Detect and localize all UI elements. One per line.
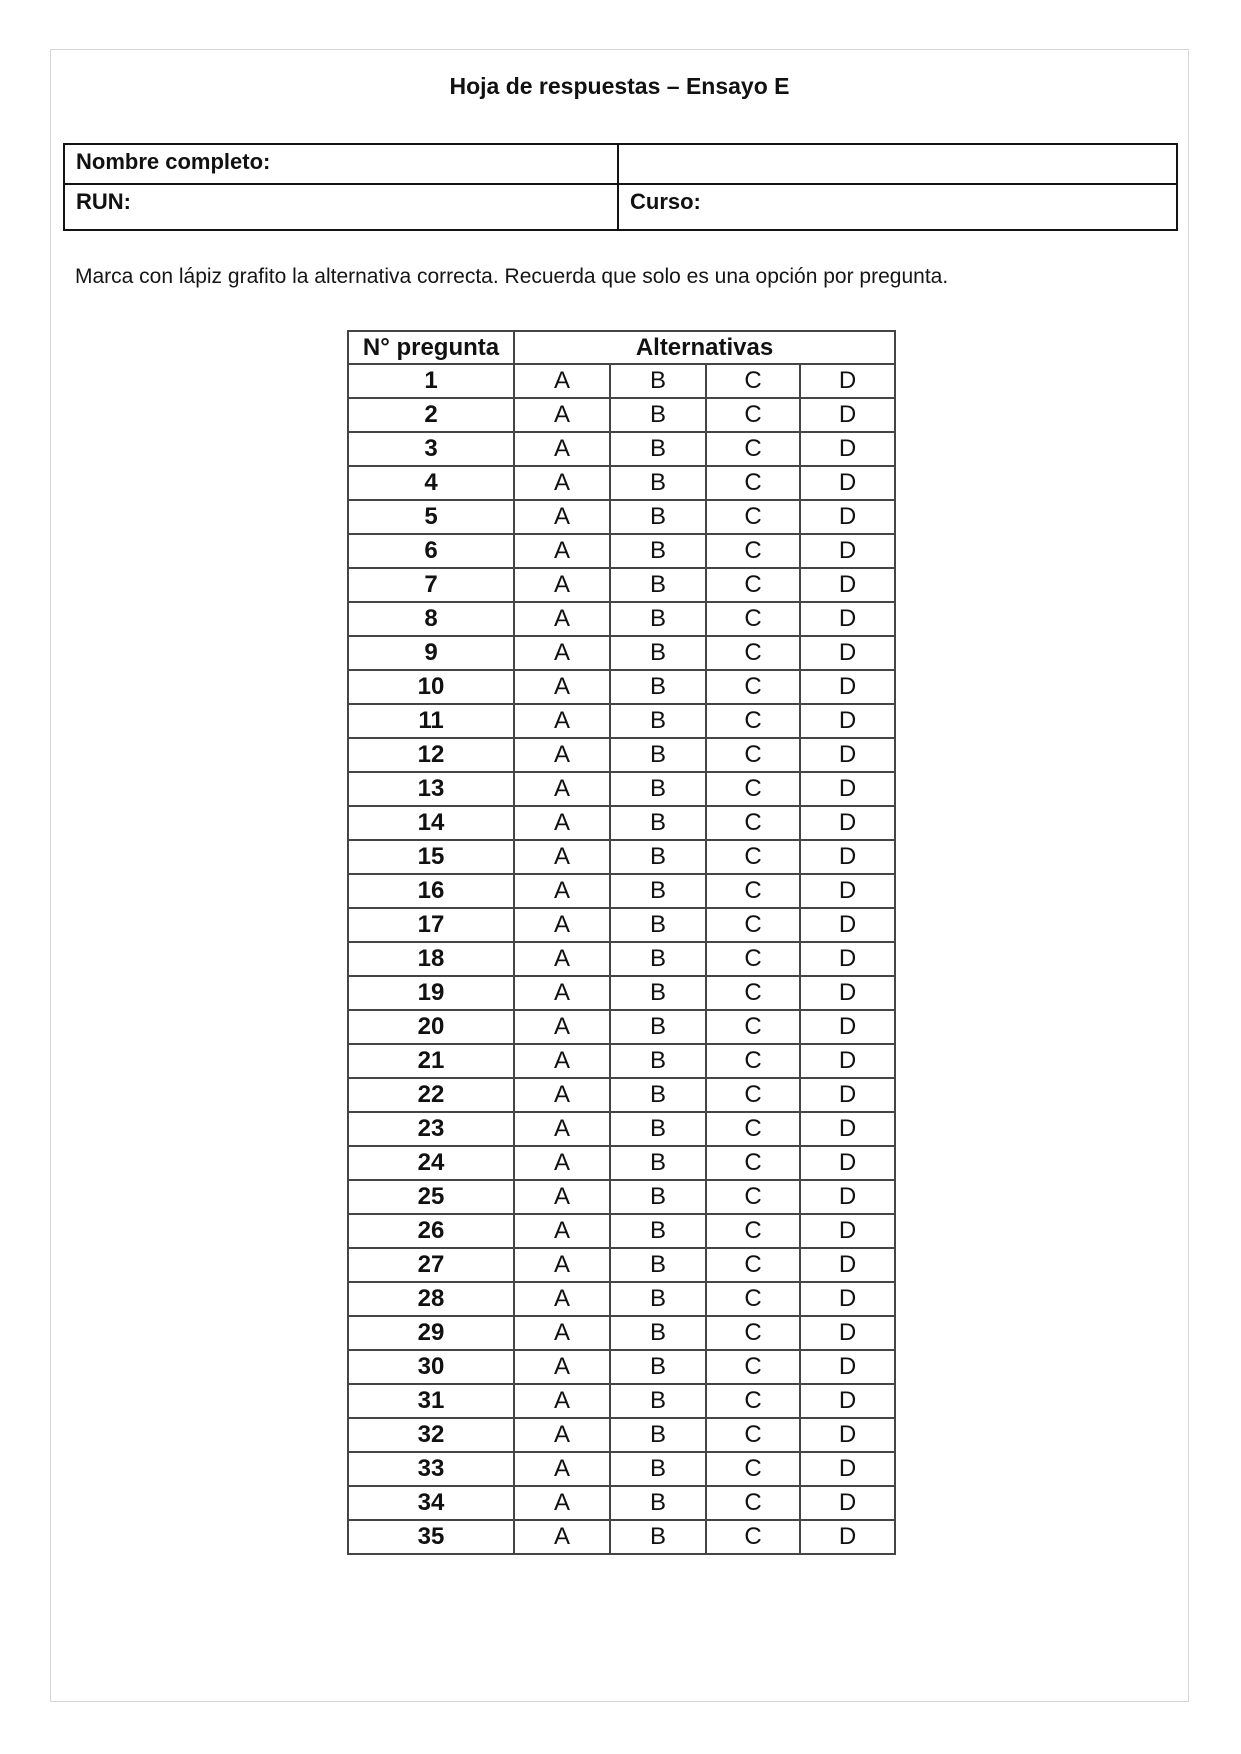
option-a-cell[interactable]: A: [514, 1520, 610, 1554]
answer-row: [348, 432, 895, 466]
option-a-cell[interactable]: A: [514, 1214, 610, 1248]
question-number-header: N° pregunta: [348, 331, 514, 364]
answer-row: [348, 1384, 895, 1418]
option-d-cell[interactable]: D: [800, 942, 895, 976]
option-a-cell[interactable]: A: [514, 364, 610, 398]
run-label: RUN:: [76, 189, 131, 214]
option-d-cell[interactable]: D: [800, 874, 895, 908]
option-d-cell[interactable]: D: [800, 1520, 895, 1554]
answer-row: [348, 1282, 895, 1316]
answer-row: [348, 1180, 895, 1214]
option-c-cell[interactable]: C: [706, 432, 800, 466]
question-number: 6: [348, 534, 514, 568]
question-number: 9: [348, 636, 514, 670]
question-number: 5: [348, 500, 514, 534]
option-b-cell[interactable]: B: [610, 1418, 706, 1452]
option-c-cell[interactable]: C: [706, 1418, 800, 1452]
option-d-cell[interactable]: D: [800, 1418, 895, 1452]
option-d-cell[interactable]: D: [800, 1180, 895, 1214]
option-a-cell[interactable]: A: [514, 636, 610, 670]
option-d-cell[interactable]: D: [800, 1010, 895, 1044]
answer-row: [348, 602, 895, 636]
answer-table: [347, 330, 896, 1555]
option-b-cell[interactable]: B: [610, 1180, 706, 1214]
option-a-cell[interactable]: A: [514, 942, 610, 976]
instruction-text: Marca con lápiz grafito la alternativa correcta. Recuerda que solo es una opción por pregunta.: [75, 265, 949, 288]
question-number: 30: [348, 1350, 514, 1384]
option-a-cell[interactable]: A: [514, 1418, 610, 1452]
option-c-cell[interactable]: C: [706, 568, 800, 602]
option-d-cell[interactable]: D: [800, 1214, 895, 1248]
name-field-cell[interactable]: [64, 144, 618, 184]
question-number: 16: [348, 874, 514, 908]
option-c-cell[interactable]: C: [706, 704, 800, 738]
question-number: 1: [348, 364, 514, 398]
option-b-cell[interactable]: B: [610, 976, 706, 1010]
option-c-cell[interactable]: C: [706, 1044, 800, 1078]
option-a-cell[interactable]: A: [514, 1112, 610, 1146]
option-a-cell[interactable]: A: [514, 466, 610, 500]
run-curso-row: [64, 184, 1177, 230]
option-a-cell[interactable]: A: [514, 1316, 610, 1350]
option-d-cell[interactable]: D: [800, 976, 895, 1010]
question-number: 8: [348, 602, 514, 636]
answer-row: [348, 1520, 895, 1554]
option-b-cell[interactable]: B: [610, 874, 706, 908]
option-b-cell[interactable]: B: [610, 1078, 706, 1112]
option-d-cell[interactable]: D: [800, 1384, 895, 1418]
answer-row: [348, 1248, 895, 1282]
option-a-cell[interactable]: A: [514, 1452, 610, 1486]
option-a-cell[interactable]: A: [514, 772, 610, 806]
option-c-cell[interactable]: C: [706, 670, 800, 704]
question-number: 35: [348, 1520, 514, 1554]
option-c-cell[interactable]: C: [706, 738, 800, 772]
question-number: 22: [348, 1078, 514, 1112]
option-a-cell[interactable]: A: [514, 568, 610, 602]
answer-row: [348, 1486, 895, 1520]
option-b-cell[interactable]: B: [610, 1112, 706, 1146]
question-number: 29: [348, 1316, 514, 1350]
option-c-cell[interactable]: C: [706, 1384, 800, 1418]
option-d-cell[interactable]: D: [800, 1350, 895, 1384]
question-number: 27: [348, 1248, 514, 1282]
option-b-cell[interactable]: B: [610, 942, 706, 976]
option-c-cell[interactable]: C: [706, 1248, 800, 1282]
option-c-cell[interactable]: C: [706, 636, 800, 670]
question-number: 19: [348, 976, 514, 1010]
option-d-cell[interactable]: D: [800, 908, 895, 942]
option-c-cell[interactable]: C: [706, 1520, 800, 1554]
option-a-cell[interactable]: A: [514, 500, 610, 534]
option-b-cell[interactable]: B: [610, 1486, 706, 1520]
option-c-cell[interactable]: C: [706, 1350, 800, 1384]
option-a-cell[interactable]: A: [514, 1146, 610, 1180]
option-a-cell[interactable]: A: [514, 1078, 610, 1112]
curso-label: Curso:: [630, 189, 701, 214]
answer-row: [348, 500, 895, 534]
question-number: 25: [348, 1180, 514, 1214]
answer-row: [348, 398, 895, 432]
answer-row: [348, 1010, 895, 1044]
option-b-cell[interactable]: B: [610, 466, 706, 500]
option-a-cell[interactable]: A: [514, 1180, 610, 1214]
question-number: 11: [348, 704, 514, 738]
answer-row: [348, 704, 895, 738]
option-d-cell[interactable]: D: [800, 1486, 895, 1520]
question-number: 20: [348, 1010, 514, 1044]
option-d-cell[interactable]: D: [800, 670, 895, 704]
option-c-cell[interactable]: C: [706, 1214, 800, 1248]
option-a-cell[interactable]: A: [514, 976, 610, 1010]
option-c-cell[interactable]: C: [706, 500, 800, 534]
answer-row: [348, 1418, 895, 1452]
option-a-cell[interactable]: A: [514, 1486, 610, 1520]
option-d-cell[interactable]: D: [800, 806, 895, 840]
option-d-cell[interactable]: D: [800, 772, 895, 806]
answer-row: [348, 1044, 895, 1078]
option-c-cell[interactable]: C: [706, 1180, 800, 1214]
option-d-cell[interactable]: D: [800, 1452, 895, 1486]
option-b-cell[interactable]: B: [610, 840, 706, 874]
option-a-cell[interactable]: A: [514, 840, 610, 874]
option-b-cell[interactable]: B: [610, 1044, 706, 1078]
option-b-cell[interactable]: B: [610, 1384, 706, 1418]
option-b-cell[interactable]: B: [610, 772, 706, 806]
answer-row: [348, 534, 895, 568]
option-c-cell[interactable]: C: [706, 364, 800, 398]
option-c-cell[interactable]: C: [706, 1486, 800, 1520]
option-a-cell[interactable]: A: [514, 806, 610, 840]
option-d-cell[interactable]: D: [800, 1112, 895, 1146]
option-b-cell[interactable]: B: [610, 1520, 706, 1554]
option-b-cell[interactable]: B: [610, 738, 706, 772]
option-c-cell[interactable]: C: [706, 1282, 800, 1316]
option-d-cell[interactable]: D: [800, 398, 895, 432]
option-a-cell[interactable]: A: [514, 432, 610, 466]
option-a-cell[interactable]: A: [514, 1044, 610, 1078]
question-number: 34: [348, 1486, 514, 1520]
option-b-cell[interactable]: B: [610, 500, 706, 534]
question-number: 17: [348, 908, 514, 942]
option-d-cell[interactable]: D: [800, 568, 895, 602]
answer-row: [348, 364, 895, 398]
answer-row: [348, 1078, 895, 1112]
answer-row: [348, 738, 895, 772]
option-a-cell[interactable]: A: [514, 670, 610, 704]
option-b-cell[interactable]: B: [610, 1214, 706, 1248]
option-d-cell[interactable]: D: [800, 1078, 895, 1112]
option-b-cell[interactable]: B: [610, 1248, 706, 1282]
question-number: 14: [348, 806, 514, 840]
option-d-cell[interactable]: D: [800, 432, 895, 466]
option-c-cell[interactable]: C: [706, 534, 800, 568]
option-d-cell[interactable]: D: [800, 704, 895, 738]
answer-row: [348, 1214, 895, 1248]
answer-row: [348, 466, 895, 500]
question-number: 10: [348, 670, 514, 704]
option-a-cell[interactable]: A: [514, 1010, 610, 1044]
option-b-cell[interactable]: B: [610, 1350, 706, 1384]
answer-sheet-page: [50, 49, 1189, 1702]
option-a-cell[interactable]: A: [514, 704, 610, 738]
option-a-cell[interactable]: A: [514, 738, 610, 772]
option-d-cell[interactable]: D: [800, 1044, 895, 1078]
option-b-cell[interactable]: B: [610, 432, 706, 466]
option-d-cell[interactable]: D: [800, 534, 895, 568]
option-b-cell[interactable]: B: [610, 534, 706, 568]
answer-row: [348, 908, 895, 942]
option-c-cell[interactable]: C: [706, 466, 800, 500]
option-c-cell[interactable]: C: [706, 398, 800, 432]
question-number: 15: [348, 840, 514, 874]
page-title: Hoja de respuestas – Ensayo E: [449, 73, 790, 99]
option-b-cell[interactable]: B: [610, 704, 706, 738]
answer-row: [348, 976, 895, 1010]
option-b-cell[interactable]: B: [610, 364, 706, 398]
option-d-cell[interactable]: D: [800, 1316, 895, 1350]
option-c-cell[interactable]: C: [706, 840, 800, 874]
answer-row: [348, 1146, 895, 1180]
question-number: 4: [348, 466, 514, 500]
option-d-cell[interactable]: D: [800, 840, 895, 874]
option-d-cell[interactable]: D: [800, 602, 895, 636]
question-number: 18: [348, 942, 514, 976]
answer-row: [348, 1112, 895, 1146]
option-a-cell[interactable]: A: [514, 534, 610, 568]
run-field-cell[interactable]: [64, 184, 618, 230]
option-b-cell[interactable]: B: [610, 908, 706, 942]
option-b-cell[interactable]: B: [610, 806, 706, 840]
option-b-cell[interactable]: B: [610, 1010, 706, 1044]
question-number: 32: [348, 1418, 514, 1452]
option-a-cell[interactable]: A: [514, 602, 610, 636]
question-number: 33: [348, 1452, 514, 1486]
question-number: 21: [348, 1044, 514, 1078]
option-a-cell[interactable]: A: [514, 1248, 610, 1282]
question-number: 31: [348, 1384, 514, 1418]
option-c-cell[interactable]: C: [706, 942, 800, 976]
option-b-cell[interactable]: B: [610, 670, 706, 704]
question-number: 26: [348, 1214, 514, 1248]
option-c-cell[interactable]: C: [706, 976, 800, 1010]
question-number: 13: [348, 772, 514, 806]
answer-row: [348, 636, 895, 670]
question-number: 3: [348, 432, 514, 466]
answer-row: [348, 874, 895, 908]
name-row: [64, 144, 1177, 184]
student-info-table: [63, 143, 1178, 231]
option-d-cell[interactable]: D: [800, 1248, 895, 1282]
option-c-cell[interactable]: C: [706, 1146, 800, 1180]
option-c-cell[interactable]: C: [706, 874, 800, 908]
option-d-cell[interactable]: D: [800, 738, 895, 772]
option-b-cell[interactable]: B: [610, 1282, 706, 1316]
option-c-cell[interactable]: C: [706, 1452, 800, 1486]
option-c-cell[interactable]: C: [706, 1078, 800, 1112]
answer-row: [348, 670, 895, 704]
option-a-cell[interactable]: A: [514, 1350, 610, 1384]
option-c-cell[interactable]: C: [706, 1010, 800, 1044]
option-d-cell[interactable]: D: [800, 466, 895, 500]
answer-row: [348, 1452, 895, 1486]
option-c-cell[interactable]: C: [706, 602, 800, 636]
question-number: 24: [348, 1146, 514, 1180]
option-a-cell[interactable]: A: [514, 398, 610, 432]
question-number: 2: [348, 398, 514, 432]
answer-row: [348, 772, 895, 806]
option-d-cell[interactable]: D: [800, 500, 895, 534]
answer-row: [348, 806, 895, 840]
option-b-cell[interactable]: B: [610, 1452, 706, 1486]
answer-row: [348, 1350, 895, 1384]
option-a-cell[interactable]: A: [514, 1384, 610, 1418]
answer-table-header-row: [348, 331, 895, 364]
option-b-cell[interactable]: B: [610, 602, 706, 636]
answer-row: [348, 840, 895, 874]
option-c-cell[interactable]: C: [706, 1112, 800, 1146]
option-b-cell[interactable]: B: [610, 1146, 706, 1180]
option-a-cell[interactable]: A: [514, 908, 610, 942]
alternatives-header: Alternativas: [514, 331, 895, 364]
option-d-cell[interactable]: D: [800, 364, 895, 398]
curso-field-cell[interactable]: [618, 184, 1177, 230]
option-d-cell[interactable]: D: [800, 1282, 895, 1316]
option-d-cell[interactable]: D: [800, 1146, 895, 1180]
option-b-cell[interactable]: B: [610, 1316, 706, 1350]
option-a-cell[interactable]: A: [514, 1282, 610, 1316]
option-a-cell[interactable]: A: [514, 874, 610, 908]
question-number: 28: [348, 1282, 514, 1316]
option-b-cell[interactable]: B: [610, 636, 706, 670]
option-c-cell[interactable]: C: [706, 806, 800, 840]
option-c-cell[interactable]: C: [706, 772, 800, 806]
answer-row: [348, 1316, 895, 1350]
name-extra-input-area[interactable]: [618, 144, 1177, 184]
option-b-cell[interactable]: B: [610, 568, 706, 602]
option-d-cell[interactable]: D: [800, 636, 895, 670]
name-label: Nombre completo:: [76, 149, 271, 174]
option-c-cell[interactable]: C: [706, 908, 800, 942]
option-b-cell[interactable]: B: [610, 398, 706, 432]
question-number: 23: [348, 1112, 514, 1146]
option-c-cell[interactable]: C: [706, 1316, 800, 1350]
question-number: 7: [348, 568, 514, 602]
answer-row: [348, 942, 895, 976]
question-number: 12: [348, 738, 514, 772]
answer-row: [348, 568, 895, 602]
